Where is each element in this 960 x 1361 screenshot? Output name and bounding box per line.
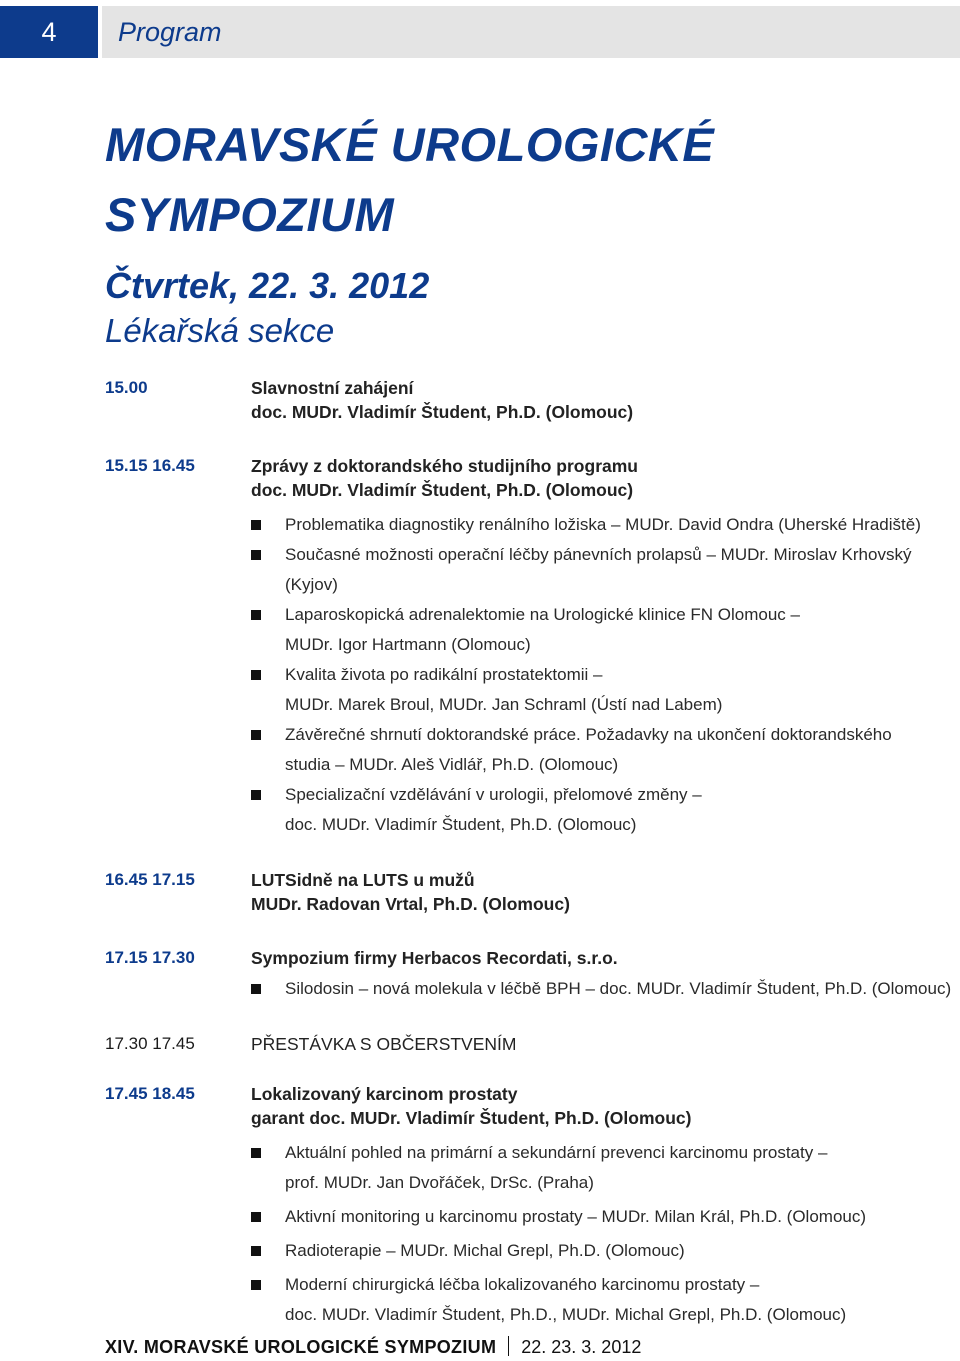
session-title: Sympozium firmy Herbacos Recordati, s.r.o.: [251, 948, 618, 968]
talk-item: [251, 1236, 955, 1266]
talk-item: [251, 974, 955, 1004]
session-body: [251, 946, 955, 1004]
session: [105, 946, 955, 1004]
talk-item: [251, 780, 955, 840]
square-bullet-icon: [251, 1280, 261, 1290]
session-body: [251, 1082, 955, 1330]
footer-dates: 22. 23. 3. 2012: [521, 1337, 642, 1357]
talk-item: [251, 720, 955, 780]
talk-item: [251, 660, 955, 720]
square-bullet-icon: [251, 1246, 261, 1256]
break-label: PŘESTÁVKA S OBČERSTVENÍM: [251, 1034, 517, 1054]
talk-item: [251, 600, 955, 660]
talk-item: [251, 540, 955, 600]
title-line: MORAVSKÉ UROLOGICKÉ: [105, 118, 715, 171]
talk-item: [251, 1138, 955, 1198]
talk-line: Závěrečné shrnutí doktorandské práce. Požadavky na ukončení doktorandského: [285, 725, 892, 744]
session-time: 16.45 17.15: [105, 870, 195, 889]
session-body: [251, 454, 955, 840]
talk-line: Moderní chirurgická léčba lokalizovaného karcinomu prostaty –: [285, 1275, 760, 1294]
session-time: 17.30 17.45: [105, 1034, 195, 1053]
talk-line: doc. MUDr. Vladimír Študent, Ph.D. (Olomouc): [285, 815, 637, 834]
square-bullet-icon: [251, 610, 261, 620]
talk-line: Radioterapie – MUDr. Michal Grepl, Ph.D. (Olomouc): [285, 1241, 685, 1260]
talk-line: MUDr. Igor Hartmann (Olomouc): [285, 635, 531, 654]
talk-line: Silodosin – nová molekula v léčbě BPH – doc. MUDr. Vladimír Študent, Ph.D. (Olomouc): [285, 979, 952, 998]
talk-item: [251, 510, 955, 540]
talk-line: Laparoskopická adrenalektomie na Urologické klinice FN Olomouc –: [285, 605, 800, 624]
header-section-label: Program: [118, 16, 222, 47]
symposium-title: [105, 110, 805, 250]
page-header: [0, 6, 960, 58]
talk-line: Specializační vzdělávání v urologii, přelomové změny –: [285, 785, 702, 804]
talk-list: [251, 1138, 955, 1330]
program-schedule: [105, 376, 955, 1330]
session: [105, 1082, 955, 1330]
talk-line: prof. MUDr. Jan Dvořáček, DrSc. (Praha): [285, 1173, 594, 1192]
session-time: 15.00: [105, 378, 148, 397]
title-line: SYMPOZIUM: [105, 188, 395, 241]
talk-line: doc. MUDr. Vladimír Študent, Ph.D., MUDr. Michal Grepl, Ph.D. (Olomouc): [285, 1305, 847, 1324]
session-chair: doc. MUDr. Vladimír Študent, Ph.D. (Olomouc): [251, 402, 634, 422]
square-bullet-icon: [251, 550, 261, 560]
session-chair: garant doc. MUDr. Vladimír Študent, Ph.D. (Olomouc): [251, 1108, 692, 1128]
session-title: Slavnostní zahájení: [251, 378, 414, 398]
session-time: 17.45 18.45: [105, 1084, 195, 1103]
square-bullet-icon: [251, 790, 261, 800]
session-body: [251, 1032, 955, 1056]
talk-item: [251, 1202, 955, 1232]
square-bullet-icon: [251, 520, 261, 530]
header-bar: [102, 6, 960, 58]
talk-line: studia – MUDr. Aleš Vidlář, Ph.D. (Olomouc): [285, 755, 619, 774]
page-footer: [105, 1335, 641, 1359]
footer-divider: [508, 1336, 509, 1356]
session-chair: MUDr. Radovan Vrtal, Ph.D. (Olomouc): [251, 894, 570, 914]
session-time: 15.15 16.45: [105, 456, 195, 475]
talk-line: Kvalita života po radikální prostatektomii –: [285, 665, 603, 684]
talk-list: [251, 510, 955, 840]
square-bullet-icon: [251, 1148, 261, 1158]
session-title: Zprávy z doktorandského studijního programu: [251, 456, 638, 476]
talk-line: Aktuální pohled na primární a sekundární prevenci karcinomu prostaty –: [285, 1143, 828, 1162]
session-title: LUTSidně na LUTS u mužů: [251, 870, 475, 890]
session-body: [251, 868, 955, 916]
talk-line: MUDr. Marek Broul, MUDr. Jan Schraml (Ústí nad Labem): [285, 695, 723, 714]
square-bullet-icon: [251, 1212, 261, 1222]
session-time: 17.15 17.30: [105, 948, 195, 967]
square-bullet-icon: [251, 730, 261, 740]
program-date: Čtvrtek, 22. 3. 2012: [105, 265, 430, 306]
square-bullet-icon: [251, 984, 261, 994]
talk-line: Současné možnosti operační léčby pánevních prolapsů – MUDr. Miroslav Krhovský (Kyjov): [285, 545, 912, 594]
page-number: 4: [0, 6, 98, 58]
session: [105, 1032, 955, 1056]
talk-list: [251, 974, 955, 1004]
footer-event: XIV. MORAVSKÉ UROLOGICKÉ SYMPOZIUM: [105, 1337, 497, 1357]
talk-line: Problematika diagnostiky renálního ložiska – MUDr. David Ondra (Uherské Hradiště): [285, 515, 921, 534]
talk-line: Aktivní monitoring u karcinomu prostaty – MUDr. Milan Král, Ph.D. (Olomouc): [285, 1207, 867, 1226]
talk-item: [251, 1270, 955, 1330]
session: [105, 376, 955, 424]
session: [105, 868, 955, 916]
session-chair: doc. MUDr. Vladimír Študent, Ph.D. (Olomouc): [251, 480, 634, 500]
section-name: Lékařská sekce: [105, 312, 335, 349]
session: [105, 454, 955, 840]
session-title: Lokalizovaný karcinom prostaty: [251, 1084, 518, 1104]
square-bullet-icon: [251, 670, 261, 680]
session-body: [251, 376, 955, 424]
